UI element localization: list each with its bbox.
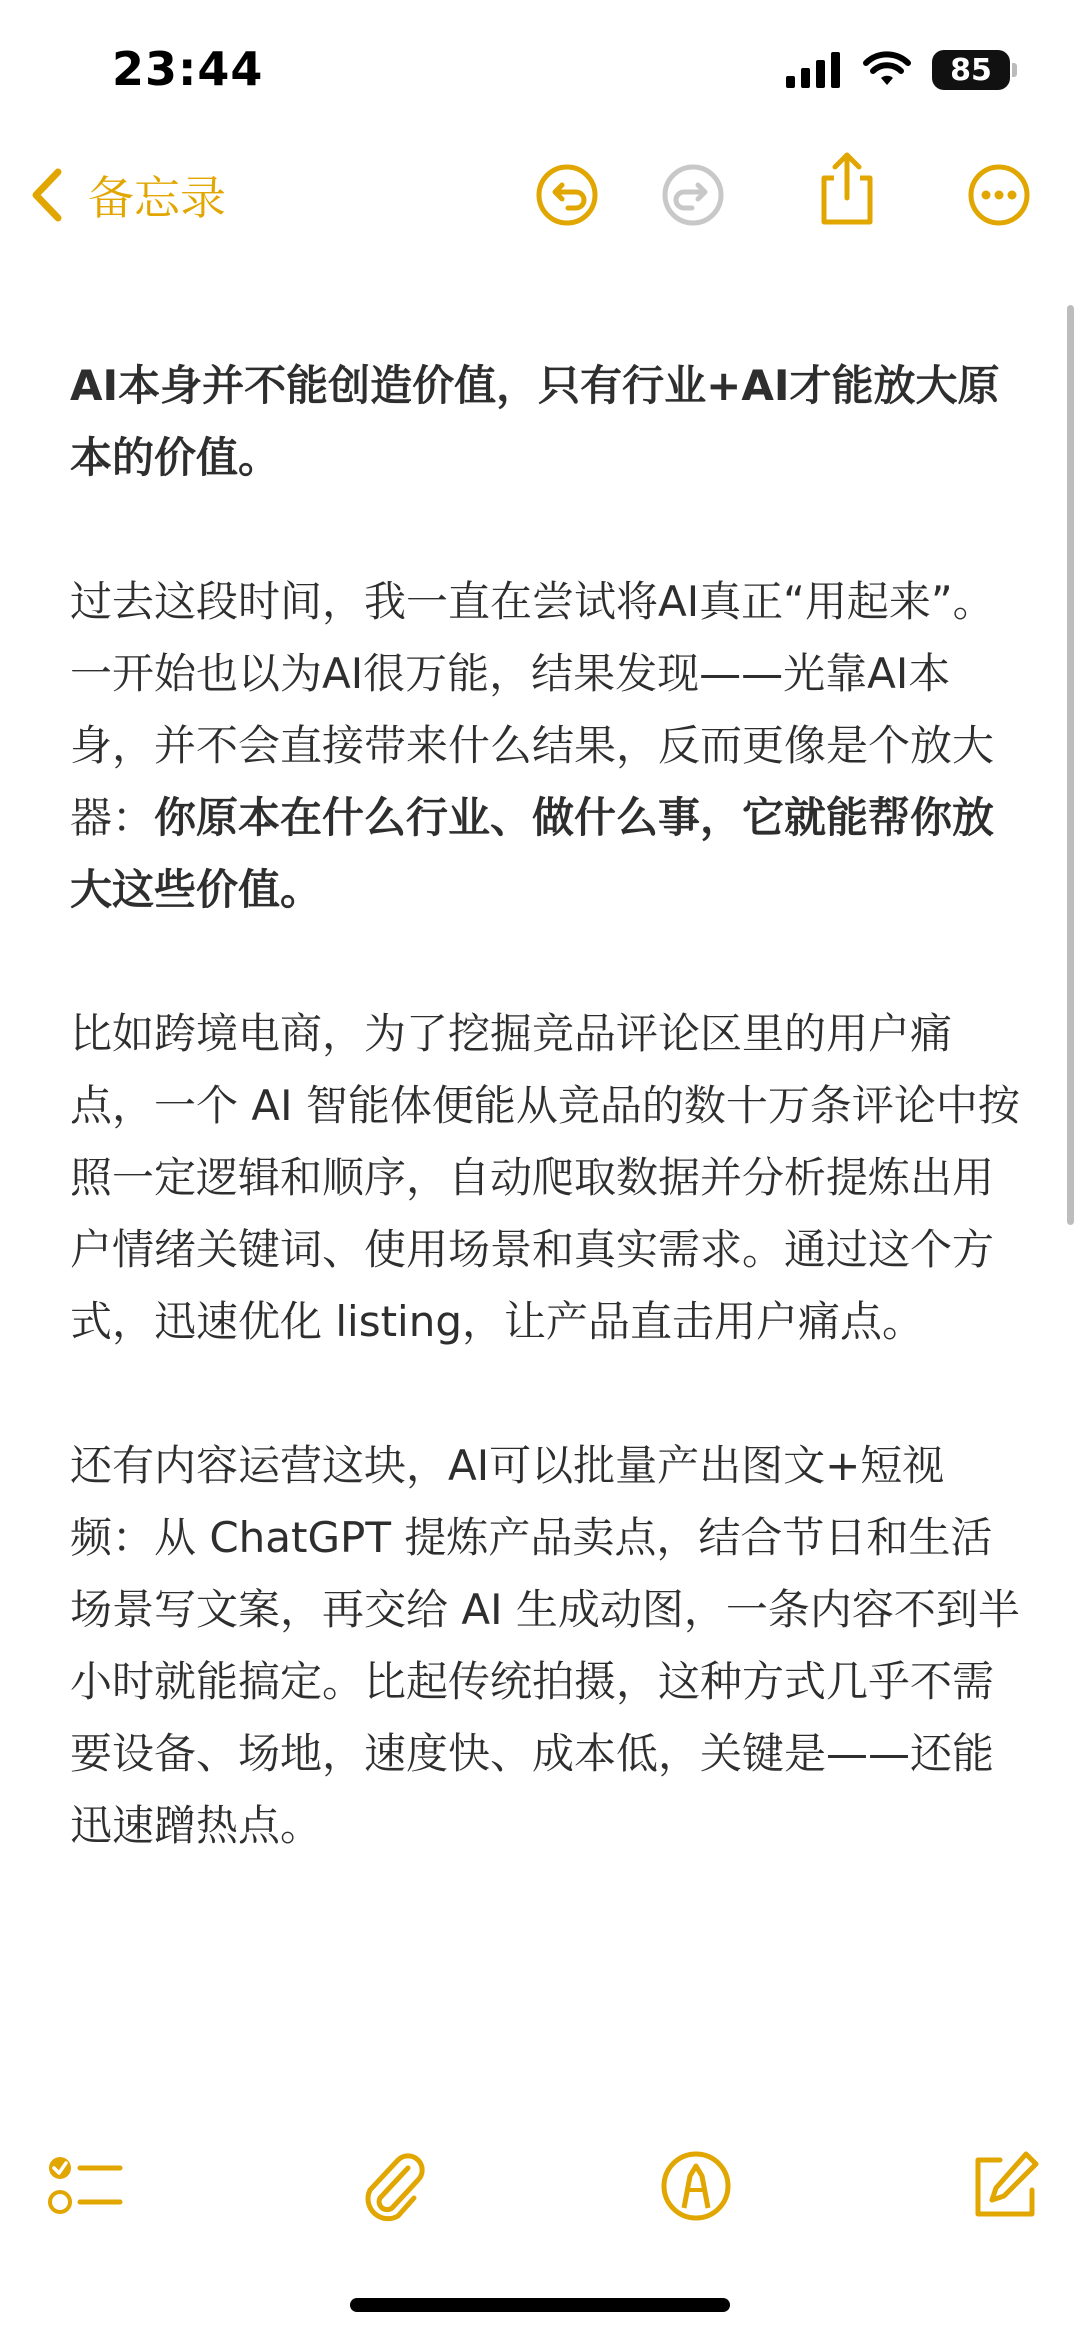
back-button-label: 备忘录 [88, 171, 226, 225]
status-icons [786, 50, 1010, 90]
compose-icon[interactable] [964, 2146, 1044, 2226]
back-button[interactable] [22, 160, 226, 230]
paperclip-icon[interactable] [352, 2146, 432, 2226]
note-paragraph-1-text: 过去这段时间，我一直在尝试将AI真正“用起来”。一开始也以为AI很万能，结果发现——光靠AI本身，并不会直接带来什么结果，反而更像是个放大器： [70, 577, 995, 842]
battery-indicator [932, 50, 1010, 90]
status-bar [0, 0, 1080, 140]
note-body[interactable] [70, 350, 1020, 1934]
note-paragraph-2: 比如跨境电商，为了挖掘竞品评论区里的用户痛点，一个 AI 智能体便能从竞品的数十万条评论中按照一定逻辑和顺序，自动爬取数据并分析提炼出用户情绪关键词、使用场景和真实需求。通过这个方式，迅速优化 listing，让产品直击用户痛点。 [70, 1009, 1020, 1346]
battery-level: 85 [950, 52, 992, 88]
note-heading: AI本身并不能创造价值，只有行业+AI才能放大原本的价值。 [70, 361, 1000, 482]
more-icon[interactable] [966, 162, 1032, 228]
share-icon[interactable] [814, 150, 880, 228]
scroll-indicator[interactable] [1067, 305, 1074, 1225]
status-time: 23:44 [112, 42, 264, 96]
note-paragraph-3: 还有内容运营这块，AI可以批量产出图文+短视频：从 ChatGPT 提炼产品卖点，结合节日和生活场景写文案，再交给 AI 生成动图，一条内容不到半小时就能搞定。比起传统拍摄，这种方式几乎不需要设备、场地，速度快、成本低，关键是——还能迅速蹭热点。 [70, 1441, 1020, 1850]
nav-bar [0, 140, 1080, 250]
checklist-icon[interactable] [46, 2146, 126, 2226]
chevron-left-icon [22, 160, 74, 230]
home-indicator[interactable] [350, 2298, 730, 2312]
bottom-toolbar [0, 2140, 1080, 2240]
undo-icon[interactable] [534, 162, 600, 228]
note-paragraph-1-bold: 你原本在什么行业、做什么事，它就能帮你放大这些价值。 [70, 793, 995, 914]
note-paragraph-1 [70, 566, 1020, 926]
markup-pen-icon[interactable] [656, 2146, 736, 2226]
cellular-signal-icon [786, 52, 842, 88]
redo-icon[interactable] [660, 162, 726, 228]
wifi-icon [862, 51, 912, 89]
